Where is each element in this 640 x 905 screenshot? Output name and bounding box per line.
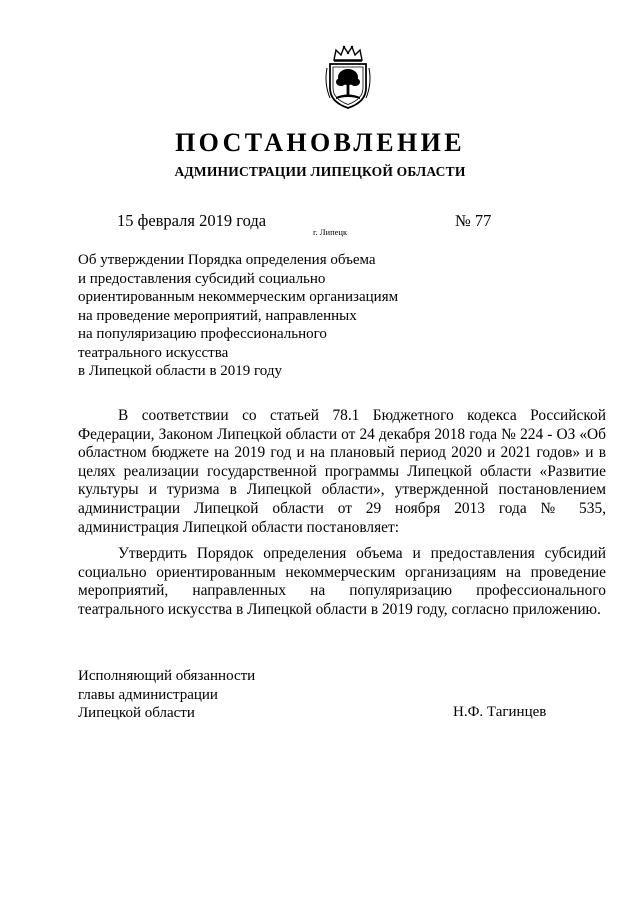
coat-of-arms-icon bbox=[322, 44, 374, 110]
heading-line: в Липецкой области в 2019 году bbox=[78, 363, 283, 379]
heading-line: на популяризацию профессионального bbox=[78, 326, 327, 342]
signer-position-line: Липецкой области bbox=[78, 705, 195, 721]
heading-line: театрального искусства bbox=[78, 344, 229, 361]
body-paragraph-resolution: Утвердить Порядок определения объема и предоставления субсидий социально ориентированным некоммерческим организациям на проведение мероприятий, направленных на популяризацию профессионального театрального искусства в Липецкой области в 2019 году, согласно приложению. bbox=[78, 545, 606, 618]
document-number: № 77 bbox=[455, 211, 492, 230]
signer-position-line: главы администрации bbox=[78, 686, 218, 703]
heading-line: Об утверждении Порядка определения объема bbox=[78, 252, 376, 268]
body-paragraph-preamble: В соответствии со статьей 78.1 Бюджетного кодекса Российской Федерации, Законом Липецкой области от 24 декабря 2018 года № 224 - ОЗ «Об областном бюджете на 2019 год и на плановый период 2020 и 2021 годов» и в целях реализации государственной программы Липецкой области «Развитие культуры и туризма в Липецкой области», утвержденной постановлением администрации Липецкой области от 29 ноября 2013 года № 535, администрация Липецкой области постановляет: bbox=[78, 407, 606, 536]
signer-position bbox=[78, 667, 255, 723]
document-city: г. Липецк bbox=[313, 227, 348, 237]
signer-name: Н.Ф. Тагинцев bbox=[453, 704, 547, 720]
heading-line: на проведение мероприятий, направленных bbox=[78, 307, 357, 324]
heading-line: и предоставления субсидий социально bbox=[78, 270, 326, 287]
heading-line: ориентированным некоммерческим организациям bbox=[78, 289, 399, 305]
document-subtitle: АДМИНИСТРАЦИИ ЛИПЕЦКОЙ ОБЛАСТИ bbox=[174, 164, 466, 179]
signer-position-line: Исполняющий обязанности bbox=[78, 668, 256, 684]
document-date: 15 февраля 2019 года bbox=[117, 211, 267, 230]
document-title: ПОСТАНОВЛЕНИЕ bbox=[175, 128, 465, 157]
document-heading bbox=[78, 251, 398, 381]
